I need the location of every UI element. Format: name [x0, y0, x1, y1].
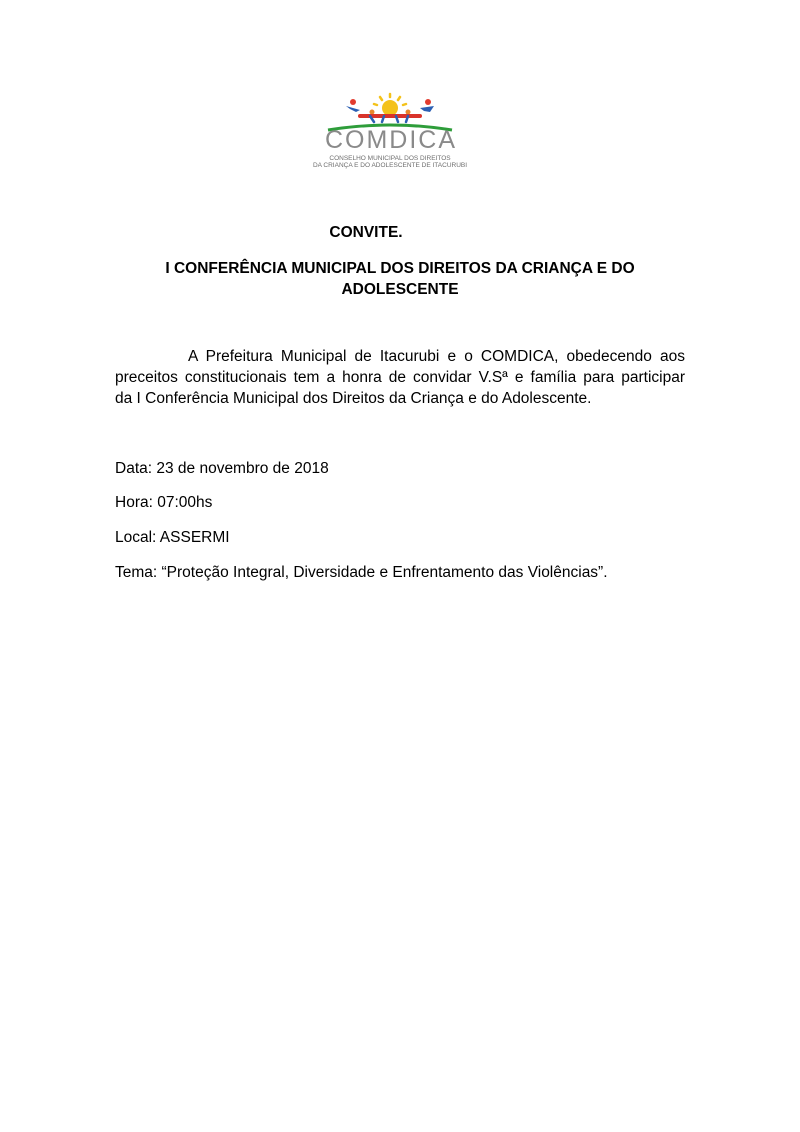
- comdica-logo: [300, 92, 480, 178]
- paragraph-line: preceitos constitucionais tem a honra de convidar V.Sª e família para participar: [115, 369, 685, 386]
- paragraph-line: A Prefeitura Municipal de Itacurubi e o COMDICA, obedecendo aos: [188, 348, 685, 365]
- conference-title-line2: ADOLESCENTE: [341, 281, 459, 298]
- logo-wordmark: COMDICA: [324, 126, 458, 154]
- invitation-paragraph: [115, 346, 685, 409]
- event-time: Hora: 07:00hs: [115, 494, 213, 511]
- conference-title-line1: I CONFERÊNCIA MUNICIPAL DOS DIREITOS DA CRIANÇA E DO: [165, 260, 635, 277]
- event-theme: Tema: “Proteção Integral, Diversidade e Enfrentamento das Violências”.: [115, 564, 608, 581]
- logo-subtitle-line2: DA CRIANÇA E DO ADOLESCENTE DE ITACURUBI: [312, 162, 468, 169]
- logo-subtitle-line1: CONSELHO MUNICIPAL DOS DIREITOS: [329, 155, 451, 162]
- event-date: Data: 23 de novembro de 2018: [115, 460, 329, 477]
- event-location: Local: ASSERMI: [115, 529, 230, 546]
- convite-heading: CONVITE.: [329, 224, 403, 241]
- paragraph-line: da I Conferência Municipal dos Direitos da Criança e do Adolescente.: [115, 390, 592, 407]
